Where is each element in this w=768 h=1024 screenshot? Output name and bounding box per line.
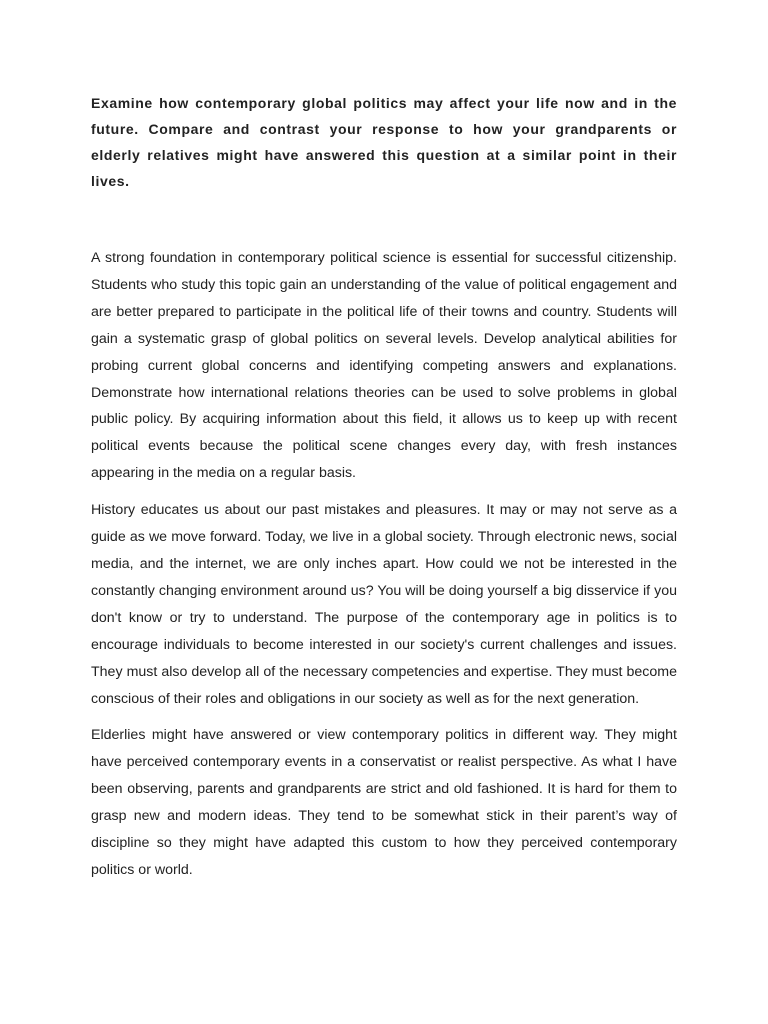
paragraph-3: Elderlies might have answered or view contemporary politics in different way. They might have perceived contemporary events in a conservatist or realist perspective. As what I have been observing, parents and grandparents are strict and old fashioned. It is hard for them to grasp new and modern ideas. They tend to be somewhat stick in their parent’s way of discipline so they might have adapted this custom to how they perceived contemporary politics or world. (91, 727, 677, 878)
paragraph-1: A strong foundation in contemporary political science is essential for successful citizenship. Students who study this topic gain an understanding of the value of political engagement and are better prepared to participate in the political life of their towns and country. Students will gain a systematic grasp of global politics on several levels. Develop analytical abilities for probing current global concerns and identifying competing answers and explanations. Demonstrate how international relations theories can be used to solve problems in global public policy. By acquiring information about this field, it allows us to keep up with recent political events because the political scene changes every day, with fresh instances appearing in the media on a regular basis. (91, 250, 677, 482)
paragraph-2: History educates us about our past mistakes and pleasures. It may or may not serve as a guide as we move forward. Today, we live in a global society. Through electronic news, social media, and the internet, we are only inches apart. How could we not be interested in the constantly changing environment around us? You will be doing yourself a big disservice if you don't know or try to understand. The purpose of the contemporary age in politics is to encourage individuals to become interested in our society's current challenges and issues. They must also develop all of the necessary competencies and expertise. They must become conscious of their roles and obligations in our society as well as for the next generation. (91, 502, 677, 707)
essay-question: Examine how contemporary global politics may affect your life now and in the future. Compare and contrast your response to how your grandparents or elderly relatives might have answered this question at a similar point in their lives. (91, 95, 677, 189)
document-page (91, 90, 677, 894)
